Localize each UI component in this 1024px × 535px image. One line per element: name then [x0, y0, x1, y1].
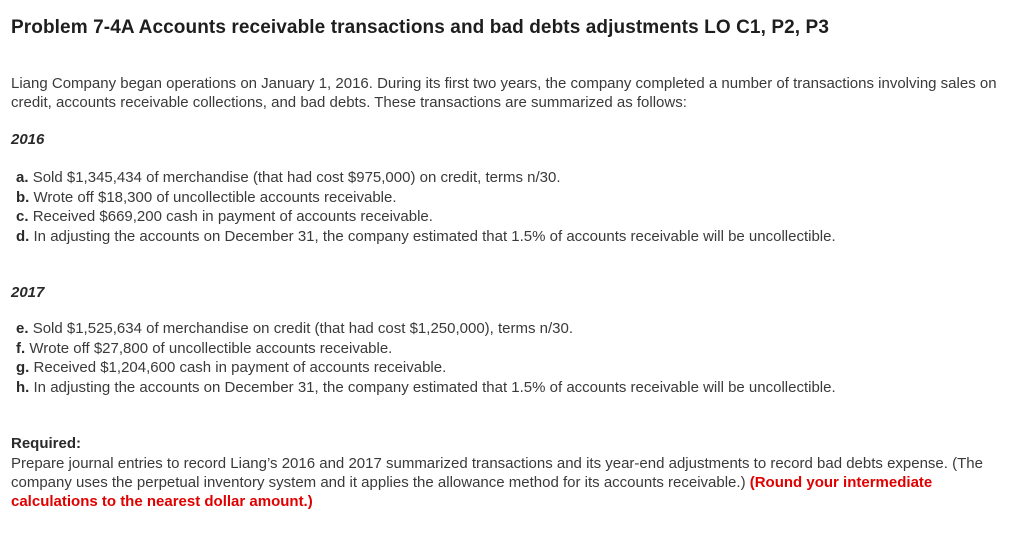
item-text: Received $669,200 cash in payment of accounts receivable. — [32, 208, 433, 225]
transaction-list-2017 — [16, 319, 836, 397]
list-item — [16, 227, 836, 247]
item-text: Wrote off $18,300 of uncollectible accounts receivable. — [33, 188, 397, 206]
item-text: Sold $1,345,434 of merchandise (that had cost $975,000) on credit, terms n/30. — [32, 169, 561, 186]
year-heading-2016: 2016 — [11, 131, 45, 148]
required-body — [11, 454, 1015, 511]
list-item — [16, 378, 836, 398]
item-letter: d. — [16, 227, 30, 245]
item-text: Received $1,204,600 cash in payment of accounts receivable. — [33, 359, 447, 376]
item-text: Wrote off $27,800 of uncollectible accounts receivable. — [29, 339, 393, 357]
item-letter: g. — [16, 359, 30, 376]
rounding-note: (Round your intermediate calculations to the nearest dollar amount.) — [11, 474, 933, 510]
item-text: In adjusting the accounts on December 31, the company estimated that 1.5% of accounts receivable will be uncollectible. — [33, 227, 836, 245]
list-item — [16, 358, 836, 378]
list-item — [16, 188, 836, 208]
list-item — [16, 168, 836, 188]
item-letter: e. — [16, 320, 29, 337]
year-heading-2017: 2017 — [11, 284, 45, 301]
required-heading: Required: — [11, 435, 82, 452]
item-letter: f. — [16, 339, 26, 357]
problem-intro: Liang Company began operations on January 1, 2016. During its first two years, the company completed a number of transactions involving sales on credit, accounts receivable collections, and bad debts. These transactions are summarized as follows: — [11, 75, 997, 111]
item-text: Sold $1,525,634 of merchandise on credit (that had cost $1,250,000), terms n/30. — [32, 320, 574, 337]
list-item — [16, 207, 836, 227]
item-letter: c. — [16, 208, 29, 225]
item-text: In adjusting the accounts on December 31, the company estimated that 1.5% of accounts receivable will be uncollectible. — [33, 378, 836, 396]
required-text: Prepare journal entries to record Liang’s 2016 and 2017 summarized transactions and its year-end adjustments to record bad debts expense. (The company uses the perpetual inventory system and it applies the allowance method for its accounts receivable.) — [11, 455, 983, 491]
item-letter: b. — [16, 188, 30, 206]
list-item — [16, 339, 836, 359]
transaction-list-2016 — [16, 168, 836, 246]
list-item — [16, 319, 836, 339]
problem-title: Problem 7-4A Accounts receivable transactions and bad debts adjustments LO C1, P2, P3 — [11, 17, 829, 38]
item-letter: h. — [16, 378, 30, 396]
item-letter: a. — [16, 169, 29, 186]
